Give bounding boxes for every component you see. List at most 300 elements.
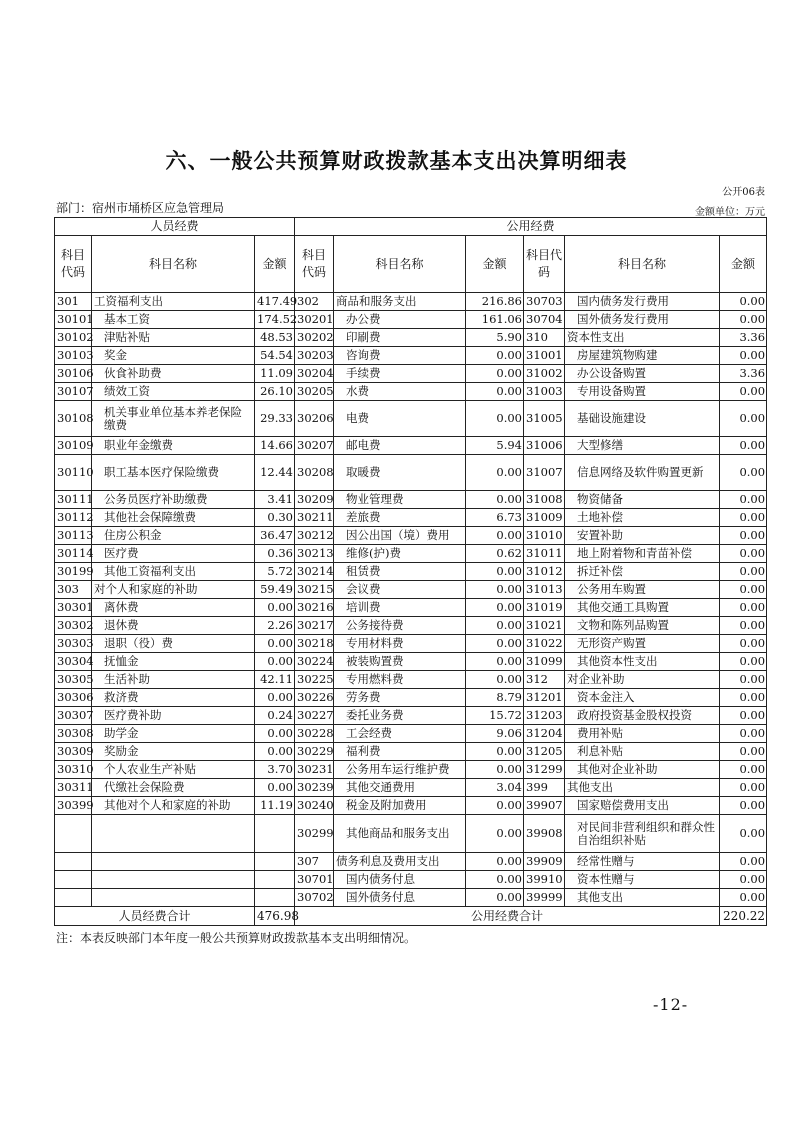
amount-cell: 42.11 (255, 671, 295, 689)
amount-cell: 11.09 (255, 365, 295, 383)
code-cell: 30112 (55, 509, 92, 527)
table-row (55, 437, 767, 455)
name-cell: 无形资产购置 (565, 635, 720, 653)
name-cell: 离休费 (92, 599, 255, 617)
code-cell: 31022 (524, 635, 565, 653)
code-cell: 30209 (295, 491, 334, 509)
name-cell: 其他对个人和家庭的补助 (92, 797, 255, 815)
name-cell: 因公出国（境）费用 (334, 527, 466, 545)
name-cell: 拆迁补偿 (565, 563, 720, 581)
code-cell: 30306 (55, 689, 92, 707)
table-row (55, 563, 767, 581)
amount-cell: 0.00 (720, 707, 767, 725)
code-cell: 39907 (524, 797, 565, 815)
table-body (55, 218, 767, 926)
amount-cell: 0.00 (255, 599, 295, 617)
code-cell: 30201 (295, 311, 334, 329)
code-cell (55, 815, 92, 853)
code-cell: 31019 (524, 599, 565, 617)
table-row (55, 653, 767, 671)
name-cell: 个人农业生产补贴 (92, 761, 255, 779)
name-cell: 基础设施建设 (565, 401, 720, 437)
personnel-group-header: 人员经费 (55, 218, 295, 236)
public-total-value: 220.22 (720, 907, 767, 926)
name-cell: 维修(护)费 (334, 545, 466, 563)
name-cell: 咨询费 (334, 347, 466, 365)
code-cell: 30206 (295, 401, 334, 437)
code-cell: 30310 (55, 761, 92, 779)
page-number: -12- (653, 995, 689, 1014)
amount-cell: 36.47 (255, 527, 295, 545)
name-cell: 租赁费 (334, 563, 466, 581)
amount-cell: 15.72 (466, 707, 524, 725)
amount-cell: 0.00 (466, 743, 524, 761)
code-cell: 31001 (524, 347, 565, 365)
amount-cell: 29.33 (255, 401, 295, 437)
amount-cell: 0.00 (720, 761, 767, 779)
code-cell: 30399 (55, 797, 92, 815)
amount-cell: 0.24 (255, 707, 295, 725)
name-cell: 办公费 (334, 311, 466, 329)
amount-cell (255, 853, 295, 871)
name-cell: 公务接待费 (334, 617, 466, 635)
code-cell: 39999 (524, 889, 565, 907)
amount-cell: 0.00 (466, 581, 524, 599)
name-cell: 公务用车购置 (565, 581, 720, 599)
name-cell: 医疗费补助 (92, 707, 255, 725)
amount-cell: 0.00 (255, 653, 295, 671)
code-cell: 30202 (295, 329, 334, 347)
name-cell: 委托业务费 (334, 707, 466, 725)
code-cell: 30309 (55, 743, 92, 761)
amount-cell: 0.00 (255, 635, 295, 653)
name-cell: 印刷费 (334, 329, 466, 347)
amount-cell: 174.52 (255, 311, 295, 329)
code-cell: 30217 (295, 617, 334, 635)
name-cell: 利息补贴 (565, 743, 720, 761)
name-cell: 差旅费 (334, 509, 466, 527)
code-cell: 30702 (295, 889, 334, 907)
code-cell: 30199 (55, 563, 92, 581)
personnel-total-value: 476.98 (255, 907, 295, 926)
code-cell: 31010 (524, 527, 565, 545)
name-cell (92, 853, 255, 871)
code-cell: 31205 (524, 743, 565, 761)
name-cell: 资本金注入 (565, 689, 720, 707)
code-cell: 30701 (295, 871, 334, 889)
name-cell: 商品和服务支出 (334, 293, 466, 311)
amount-cell: 0.00 (720, 671, 767, 689)
form-number: 公开06表 (722, 187, 765, 198)
table-row (55, 383, 767, 401)
amount-cell: 26.10 (255, 383, 295, 401)
name-cell: 其他对企业补助 (565, 761, 720, 779)
table-row (55, 617, 767, 635)
amount-cell: 0.00 (720, 437, 767, 455)
name-cell: 住房公积金 (92, 527, 255, 545)
name-cell: 对企业补助 (565, 671, 720, 689)
name-cell: 政府投资基金股权投资 (565, 707, 720, 725)
amount-cell: 0.00 (720, 797, 767, 815)
table-row (55, 293, 767, 311)
amount-cell: 0.00 (466, 401, 524, 437)
name-cell: 经常性赠与 (565, 853, 720, 871)
code-cell: 30213 (295, 545, 334, 563)
amount-cell: 0.00 (720, 635, 767, 653)
name-cell: 公务员医疗补助缴费 (92, 491, 255, 509)
table-row (55, 635, 767, 653)
col-header-name: 科目名称 (92, 236, 255, 293)
amount-cell: 0.00 (466, 761, 524, 779)
amount-cell: 0.00 (720, 545, 767, 563)
name-cell: 对个人和家庭的补助 (92, 581, 255, 599)
table-row (55, 455, 767, 491)
amount-cell: 0.00 (720, 509, 767, 527)
amount-cell: 0.62 (466, 545, 524, 563)
amount-cell: 0.00 (255, 689, 295, 707)
name-cell: 津贴补贴 (92, 329, 255, 347)
amount-cell: 0.00 (466, 635, 524, 653)
name-cell: 对民间非营利组织和群众性自治组织补贴 (565, 815, 720, 853)
name-cell (92, 889, 255, 907)
name-cell: 奖励金 (92, 743, 255, 761)
amount-cell: 2.26 (255, 617, 295, 635)
code-cell: 30208 (295, 455, 334, 491)
name-cell: 电费 (334, 401, 466, 437)
code-cell: 30110 (55, 455, 92, 491)
name-cell: 专用设备购置 (565, 383, 720, 401)
header-row-columns (55, 236, 767, 293)
amount-cell: 0.00 (466, 527, 524, 545)
code-cell: 30225 (295, 671, 334, 689)
code-cell: 30107 (55, 383, 92, 401)
amount-cell: 0.00 (720, 311, 767, 329)
code-cell: 30229 (295, 743, 334, 761)
col-header-code: 科目代码 (295, 236, 334, 293)
amount-cell: 417.49 (255, 293, 295, 311)
amount-cell: 0.00 (466, 653, 524, 671)
col-header-name: 科目名称 (565, 236, 720, 293)
table-row (55, 527, 767, 545)
amount-cell: 0.00 (720, 455, 767, 491)
code-cell: 30311 (55, 779, 92, 797)
name-cell: 伙食补助费 (92, 365, 255, 383)
name-cell: 职业年金缴费 (92, 437, 255, 455)
public-group-header: 公用经费 (295, 218, 767, 236)
table-row (55, 365, 767, 383)
amount-cell: 0.00 (466, 383, 524, 401)
amount-cell: 0.00 (720, 871, 767, 889)
table-row (55, 509, 767, 527)
name-cell: 其他工资福利支出 (92, 563, 255, 581)
code-cell: 30203 (295, 347, 334, 365)
name-cell: 会议费 (334, 581, 466, 599)
amount-cell: 0.00 (466, 853, 524, 871)
name-cell: 手续费 (334, 365, 466, 383)
name-cell: 工会经费 (334, 725, 466, 743)
amount-cell: 6.73 (466, 509, 524, 527)
code-cell: 30215 (295, 581, 334, 599)
amount-cell: 0.00 (466, 889, 524, 907)
table-row (55, 347, 767, 365)
col-header-amount: 金额 (255, 236, 295, 293)
code-cell: 30305 (55, 671, 92, 689)
code-cell: 30103 (55, 347, 92, 365)
code-cell: 30218 (295, 635, 334, 653)
name-cell: 其他交通费用 (334, 779, 466, 797)
name-cell: 办公设备购置 (565, 365, 720, 383)
name-cell: 物资储备 (565, 491, 720, 509)
amount-cell: 11.19 (255, 797, 295, 815)
amount-cell: 0.00 (720, 491, 767, 509)
code-cell: 31203 (524, 707, 565, 725)
name-cell: 国内债务发行费用 (565, 293, 720, 311)
code-cell: 399 (524, 779, 565, 797)
name-cell: 信息网络及软件购置更新 (565, 455, 720, 491)
table-row (55, 815, 767, 853)
amount-cell: 0.00 (720, 401, 767, 437)
code-cell: 30224 (295, 653, 334, 671)
code-cell: 31204 (524, 725, 565, 743)
name-cell (92, 871, 255, 889)
code-cell (55, 889, 92, 907)
code-cell: 30113 (55, 527, 92, 545)
code-cell: 30212 (295, 527, 334, 545)
amount-cell: 59.49 (255, 581, 295, 599)
col-header-amount: 金额 (466, 236, 524, 293)
table-row (55, 599, 767, 617)
amount-cell: 3.36 (720, 329, 767, 347)
amount-cell: 0.00 (466, 815, 524, 853)
name-cell: 基本工资 (92, 311, 255, 329)
amount-cell: 3.41 (255, 491, 295, 509)
name-cell: 其他交通工具购置 (565, 599, 720, 617)
name-cell: 福利费 (334, 743, 466, 761)
code-cell: 30109 (55, 437, 92, 455)
amount-cell: 0.00 (466, 563, 524, 581)
name-cell: 国外债务发行费用 (565, 311, 720, 329)
amount-cell (255, 871, 295, 889)
code-cell: 30239 (295, 779, 334, 797)
amount-cell: 0.00 (720, 853, 767, 871)
department-label: 部门：宿州市埇桥区应急管理局 (56, 201, 225, 215)
code-cell: 30703 (524, 293, 565, 311)
name-cell: 奖金 (92, 347, 255, 365)
amount-cell: 0.00 (720, 743, 767, 761)
amount-cell: 3.36 (720, 365, 767, 383)
amount-cell: 0.00 (720, 383, 767, 401)
table-row (55, 671, 767, 689)
code-cell: 31013 (524, 581, 565, 599)
name-cell: 其他支出 (565, 889, 720, 907)
amount-cell: 0.00 (466, 491, 524, 509)
table-note: 注：本表反映部门本年度一般公共预算财政拨款基本支出明细情况。 (56, 931, 417, 945)
amount-cell: 3.70 (255, 761, 295, 779)
name-cell: 资本性赠与 (565, 871, 720, 889)
name-cell: 债务利息及费用支出 (334, 853, 466, 871)
code-cell: 39908 (524, 815, 565, 853)
amount-cell: 5.72 (255, 563, 295, 581)
name-cell: 文物和陈列品购置 (565, 617, 720, 635)
code-cell: 31002 (524, 365, 565, 383)
code-cell: 30302 (55, 617, 92, 635)
name-cell: 安置补助 (565, 527, 720, 545)
totals-row (55, 907, 767, 926)
table-row (55, 743, 767, 761)
table-row (55, 581, 767, 599)
code-cell: 31009 (524, 509, 565, 527)
table-row (55, 871, 767, 889)
amount-cell: 216.86 (466, 293, 524, 311)
table-row (55, 329, 767, 347)
code-cell: 31201 (524, 689, 565, 707)
name-cell: 代缴社会保险费 (92, 779, 255, 797)
col-header-amount: 金额 (720, 236, 767, 293)
header-row-groups (55, 218, 767, 236)
name-cell: 劳务费 (334, 689, 466, 707)
name-cell: 物业管理费 (334, 491, 466, 509)
name-cell: 助学金 (92, 725, 255, 743)
table-row (55, 401, 767, 437)
amount-cell: 48.53 (255, 329, 295, 347)
name-cell: 退休费 (92, 617, 255, 635)
code-cell: 30214 (295, 563, 334, 581)
amount-cell: 9.06 (466, 725, 524, 743)
name-cell: 生活补助 (92, 671, 255, 689)
amount-cell: 5.90 (466, 329, 524, 347)
unit-label: 金额单位：万元 (695, 207, 765, 218)
code-cell: 30108 (55, 401, 92, 437)
amount-cell: 0.00 (720, 815, 767, 853)
code-cell: 301 (55, 293, 92, 311)
name-cell: 大型修缮 (565, 437, 720, 455)
code-cell: 30102 (55, 329, 92, 347)
col-header-name: 科目名称 (334, 236, 466, 293)
amount-cell: 8.79 (466, 689, 524, 707)
code-cell: 31099 (524, 653, 565, 671)
name-cell: 公务用车运行维护费 (334, 761, 466, 779)
code-cell: 31005 (524, 401, 565, 437)
personnel-total-label: 人员经费合计 (55, 907, 255, 926)
code-cell: 30303 (55, 635, 92, 653)
name-cell: 费用补贴 (565, 725, 720, 743)
amount-cell: 0.00 (466, 365, 524, 383)
code-cell: 30301 (55, 599, 92, 617)
code-cell: 39909 (524, 853, 565, 871)
code-cell: 31006 (524, 437, 565, 455)
code-cell: 30226 (295, 689, 334, 707)
name-cell: 被装购置费 (334, 653, 466, 671)
code-cell: 30204 (295, 365, 334, 383)
code-cell: 30207 (295, 437, 334, 455)
name-cell: 土地补偿 (565, 509, 720, 527)
name-cell: 水费 (334, 383, 466, 401)
amount-cell: 0.00 (466, 455, 524, 491)
name-cell: 工资福利支出 (92, 293, 255, 311)
page-title: 六、一般公共预算财政拨款基本支出决算明细表 (165, 148, 628, 173)
name-cell: 专用材料费 (334, 635, 466, 653)
name-cell: 国外债务付息 (334, 889, 466, 907)
code-cell: 312 (524, 671, 565, 689)
name-cell: 职工基本医疗保险缴费 (92, 455, 255, 491)
code-cell: 30111 (55, 491, 92, 509)
amount-cell: 0.00 (720, 779, 767, 797)
name-cell: 其他商品和服务支出 (334, 815, 466, 853)
amount-cell: 5.94 (466, 437, 524, 455)
table-row (55, 797, 767, 815)
code-cell: 31012 (524, 563, 565, 581)
code-cell: 30211 (295, 509, 334, 527)
table-row (55, 707, 767, 725)
code-cell: 30216 (295, 599, 334, 617)
code-cell: 30205 (295, 383, 334, 401)
name-cell: 地上附着物和青苗补偿 (565, 545, 720, 563)
amount-cell (255, 815, 295, 853)
amount-cell (255, 889, 295, 907)
table-row (55, 779, 767, 797)
name-cell: 救济费 (92, 689, 255, 707)
code-cell: 30307 (55, 707, 92, 725)
code-cell: 31299 (524, 761, 565, 779)
table-row (55, 491, 767, 509)
code-cell: 30114 (55, 545, 92, 563)
table-row (55, 761, 767, 779)
amount-cell: 12.44 (255, 455, 295, 491)
code-cell: 30101 (55, 311, 92, 329)
col-header-code: 科目代码 (55, 236, 92, 293)
amount-cell: 0.00 (720, 889, 767, 907)
code-cell: 30299 (295, 815, 334, 853)
code-cell: 310 (524, 329, 565, 347)
amount-cell: 161.06 (466, 311, 524, 329)
name-cell: 其他社会保障缴费 (92, 509, 255, 527)
amount-cell: 0.00 (720, 581, 767, 599)
amount-cell: 0.00 (466, 671, 524, 689)
amount-cell: 0.00 (720, 689, 767, 707)
code-cell (55, 853, 92, 871)
name-cell: 取暖费 (334, 455, 466, 491)
amount-cell: 0.00 (255, 725, 295, 743)
name-cell: 医疗费 (92, 545, 255, 563)
name-cell: 抚恤金 (92, 653, 255, 671)
amount-cell: 0.00 (720, 563, 767, 581)
code-cell: 30308 (55, 725, 92, 743)
name-cell: 退职（役）费 (92, 635, 255, 653)
code-cell: 30106 (55, 365, 92, 383)
name-cell: 邮电费 (334, 437, 466, 455)
table-row (55, 853, 767, 871)
amount-cell: 54.54 (255, 347, 295, 365)
table-row (55, 689, 767, 707)
name-cell: 专用燃料费 (334, 671, 466, 689)
code-cell: 302 (295, 293, 334, 311)
code-cell: 303 (55, 581, 92, 599)
code-cell (55, 871, 92, 889)
table-row (55, 545, 767, 563)
code-cell: 30304 (55, 653, 92, 671)
amount-cell: 0.00 (720, 617, 767, 635)
amount-cell: 0.30 (255, 509, 295, 527)
code-cell: 31008 (524, 491, 565, 509)
code-cell: 31021 (524, 617, 565, 635)
public-total-label: 公用经费合计 (295, 907, 720, 926)
amount-cell: 3.04 (466, 779, 524, 797)
amount-cell: 0.00 (720, 527, 767, 545)
code-cell: 31003 (524, 383, 565, 401)
code-cell: 30704 (524, 311, 565, 329)
amount-cell: 0.00 (466, 871, 524, 889)
name-cell: 资本性支出 (565, 329, 720, 347)
